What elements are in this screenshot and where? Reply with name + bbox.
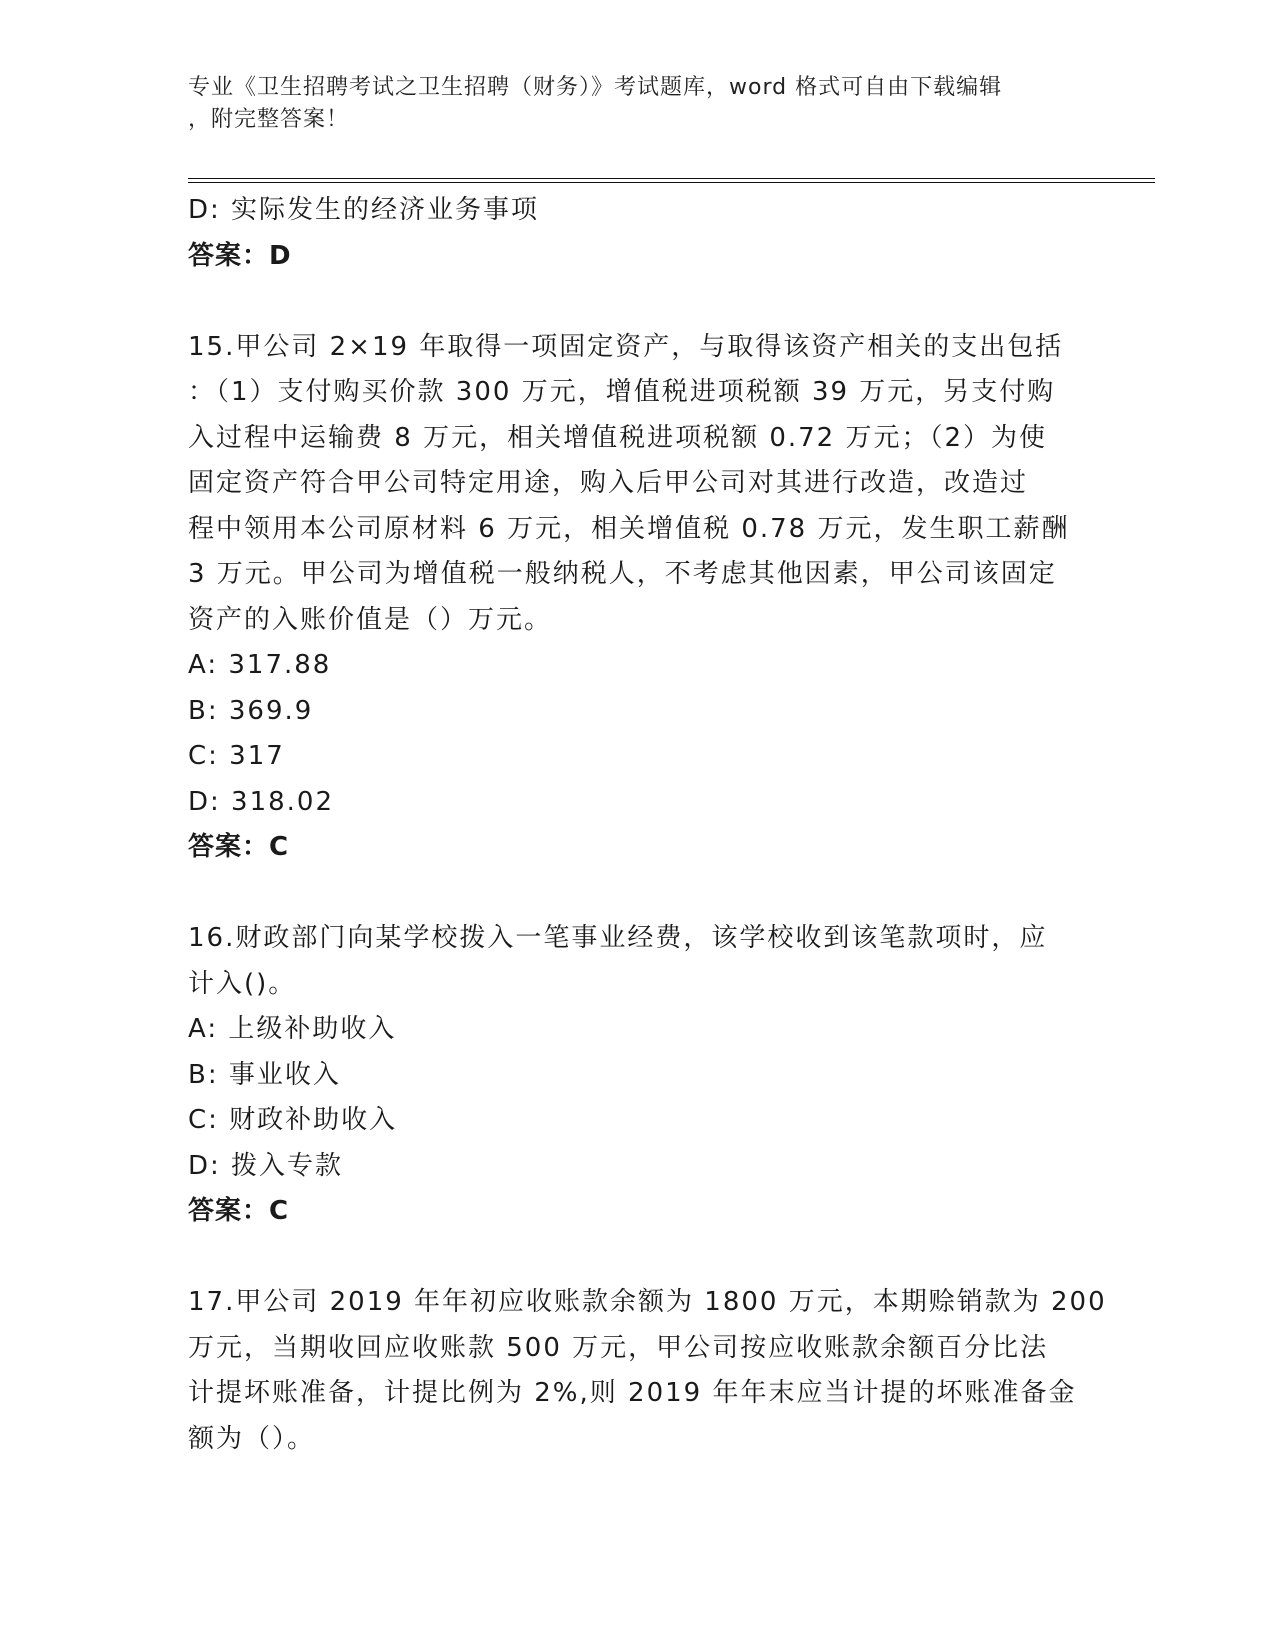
q15-option-a: A: 317.88 bbox=[188, 650, 332, 680]
q15-stem-line-6: 3 万元。甲公司为增值税一般纳税人，不考虑其他因素，甲公司该固定 bbox=[188, 559, 1057, 589]
q16-option-c: C: 财政补助收入 bbox=[188, 1105, 398, 1135]
q15-option-b: B: 369.9 bbox=[188, 695, 314, 726]
header-divider bbox=[188, 178, 1155, 183]
spacer bbox=[188, 279, 1088, 325]
q15-stem-line-5: 程中领用本公司原材料 6 万元，相关增值税 0.78 万元，发生职工薪酬 bbox=[188, 513, 1070, 544]
q16-answer: 答案：C bbox=[188, 1196, 290, 1226]
q16-option-b: B: 事业收入 bbox=[188, 1059, 341, 1090]
q17-stem-line-2: 万元，当期收回应收账款 500 万元，甲公司按应收账款余额百分比法 bbox=[188, 1332, 1049, 1363]
question-17 bbox=[188, 1280, 1107, 1462]
q15-stem-line-4: 固定资产符合甲公司特定用途，购入后甲公司对其进行改造，改造过 bbox=[188, 468, 1029, 498]
q17-stem-line-4: 额为（）。 bbox=[188, 1423, 316, 1454]
q15-stem-line-2: ：（1）支付购买价款 300 万元，增值税进项税额 39 万元，另支付购 bbox=[188, 377, 1056, 407]
question-16 bbox=[188, 916, 1088, 1235]
q15-option-d: D: 318.02 bbox=[188, 786, 335, 817]
header-line-1: 专业《卫生招聘考试之卫生招聘（财务）》考试题库，word 格式可自由下载编辑 bbox=[188, 75, 1003, 100]
document-body bbox=[188, 188, 1107, 1462]
prev-option-d: D: 实际发生的经济业务事项 bbox=[188, 195, 540, 225]
q17-stem-line-1: 17.甲公司 2019 年年初应收账款余额为 1800 万元，本期赊销款为 200 bbox=[188, 1287, 1107, 1317]
q15-stem-line-3: 入过程中运输费 8 万元，相关增值税进项税额 0.72 万元；（2）为使 bbox=[188, 422, 1048, 453]
q16-option-a: A: 上级补助收入 bbox=[188, 1014, 397, 1044]
document-header bbox=[188, 72, 1068, 136]
q17-stem-line-3: 计提坏账准备，计提比例为 2%,则 2019 年年末应当计提的坏账准备金 bbox=[188, 1378, 1077, 1408]
header-line-2: ，附完整答案！ bbox=[188, 107, 350, 132]
q15-stem-line-1: 15.甲公司 2×19 年取得一项固定资产，与取得该资产相关的支出包括 bbox=[188, 331, 1064, 362]
q16-stem-line-2: 计入()。 bbox=[188, 968, 297, 999]
q15-stem-line-7: 资产的入账价值是（）万元。 bbox=[188, 604, 553, 635]
prev-answer: 答案：D bbox=[188, 240, 292, 271]
question-15 bbox=[188, 325, 1088, 871]
spacer bbox=[188, 1235, 1088, 1281]
q15-answer: 答案：C bbox=[188, 832, 290, 862]
q16-option-d: D: 拨入专款 bbox=[188, 1150, 344, 1181]
q15-option-c: C: 317 bbox=[188, 741, 285, 771]
q16-stem-line-1: 16.财政部门向某学校拨入一笔事业经费，该学校收到该笔款项时，应 bbox=[188, 923, 1048, 953]
spacer bbox=[188, 871, 1088, 917]
